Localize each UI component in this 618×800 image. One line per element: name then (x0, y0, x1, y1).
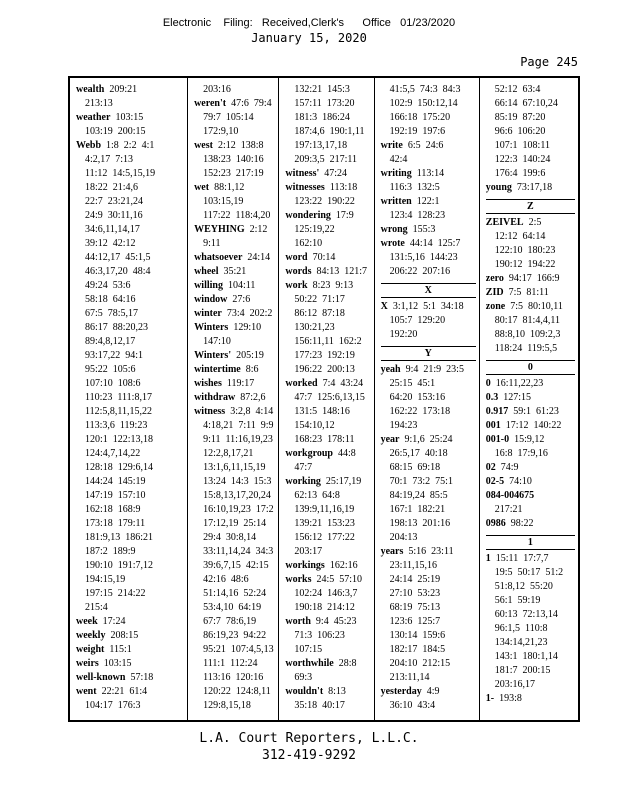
index-entry: witnesses 113:18 (285, 182, 358, 193)
index-entry-continuation: 18:22 21:4,6 (85, 182, 139, 193)
index-entry-continuation: 95:21 107:4,5,13 (203, 644, 274, 655)
index-entry-continuation: 42:16 48:6 (203, 574, 249, 585)
index-entry-continuation: 143:1 180:1,14 (494, 651, 558, 662)
index-entry: withdraw 87:2,6 (194, 392, 266, 403)
index-entry: weather 103:15 (76, 112, 144, 123)
index-entry-continuation: 181:3 186:24 (294, 112, 350, 123)
index-entry-continuation: 203:16 (203, 84, 231, 95)
index-entry: whatsoever 24:14 (194, 252, 271, 263)
index-entry: wet 88:1,12 (194, 182, 245, 193)
index-entry-continuation: 86:17 88:20,23 (85, 322, 149, 333)
index-entry-continuation: 47:7 (294, 462, 313, 473)
index-entry-continuation: 39:6,7,15 42:15 (203, 560, 269, 571)
index-entry: working 25:17,19 (285, 476, 362, 487)
index-entry-continuation: 213:13 (85, 98, 113, 109)
index-entry-continuation: 9:11 11:16,19,23 (203, 434, 273, 445)
index-entry: worthwhile 28:8 (285, 658, 357, 669)
index-entry: weirs 103:15 (76, 658, 132, 669)
index-entry-continuation: 131:5,16 144:23 (389, 252, 458, 263)
index-entry-continuation: 203:16,17 (494, 679, 536, 690)
index-entry-continuation: 111:1 112:24 (203, 658, 258, 669)
index-entry-continuation: 51:8,12 55:20 (494, 581, 553, 592)
index-entry-continuation: 93:17,22 94:1 (85, 350, 144, 361)
index-entry: wishes 119:17 (194, 378, 255, 389)
index-entry-continuation: 122:3 140:24 (494, 154, 551, 165)
index-entry-continuation: 190:10 191:7,12 (85, 560, 154, 571)
index-entry-continuation: 197:15 214:22 (85, 588, 146, 599)
index-entry-continuation: 120:22 124:8,11 (203, 686, 271, 697)
index-entry: worth 9:4 45:23 (285, 616, 357, 627)
index-entry-continuation: 96:1,5 110:8 (494, 623, 548, 634)
index-entry-continuation: 29:4 30:8,14 (203, 532, 257, 543)
index-entry-continuation: 157:11 173:20 (294, 98, 355, 109)
index-entry-continuation: 9:11 (203, 238, 221, 249)
index-column-3 (278, 78, 373, 720)
index-entry-continuation: 209:3,5 217:11 (294, 154, 358, 165)
index-entry-continuation: 17:12,19 25:14 (203, 518, 267, 529)
index-entry-continuation: 187:4,6 190:1,11 (294, 126, 365, 137)
index-entry-continuation: 123:22 190:22 (294, 196, 355, 207)
index-entry-continuation: 51:14,16 52:24 (203, 588, 267, 599)
index-entry-continuation: 13:24 14:3 15:3 (203, 476, 272, 487)
index-entry-continuation: 68:19 75:13 (389, 602, 441, 613)
index-entry: word 70:14 (285, 252, 336, 263)
index-entry-continuation: 192:19 197:6 (389, 126, 446, 137)
index-entry-continuation: 194:15,19 (85, 574, 126, 585)
index-entry-continuation: 110:23 111:8,17 (85, 392, 152, 403)
index-entry-continuation: 130:14 159:6 (389, 630, 446, 641)
index-entry-continuation: 128:18 129:6,14 (85, 462, 154, 473)
index-entry-continuation: 102:9 150:12,14 (389, 98, 458, 109)
index-entry: 02-5 74:10 (485, 476, 532, 487)
index-entry: wealth 209:21 (76, 84, 138, 95)
index-entry: weekly 208:15 (76, 630, 139, 641)
index-entry-continuation: 167:1 182:21 (389, 504, 446, 515)
index-entry-continuation: 190:18 214:12 (294, 602, 355, 613)
index-entry: yeah 9:4 21:9 23:5 (380, 364, 464, 375)
index-entry-continuation: 60:13 72:13,14 (494, 609, 558, 620)
efiling-stamp: Electronic Filing: Received,Clerk's Office 01/23/2020 (162, 17, 456, 29)
index-column-5 (479, 78, 578, 720)
index-entry-continuation: 198:13 201:16 (389, 518, 451, 529)
index-entry-continuation: 46:3,17,20 48:4 (85, 266, 151, 277)
index-entry-continuation: 147:19 157:10 (85, 490, 146, 501)
index-entry-continuation: 134:14,21,23 (494, 637, 548, 648)
index-entry: window 27:6 (194, 294, 251, 305)
index-entry: wondering 17:9 (285, 210, 354, 221)
index-entry-continuation: 22:7 23:21,24 (85, 196, 144, 207)
index-entry-continuation: 147:10 (203, 336, 231, 347)
index-entry: work 8:23 9:13 (285, 280, 354, 291)
index-entry-continuation: 23:11,15,16 (389, 560, 438, 571)
index-entry-continuation: 36:10 43:4 (389, 700, 436, 711)
index-entry-continuation: 103:15,19 (203, 196, 244, 207)
section-header-1: 1 (486, 535, 575, 550)
index-entry: well-known 57:18 (76, 672, 154, 683)
index-entry-continuation: 120:1 122:13,18 (85, 434, 154, 445)
index-entry-continuation: 85:19 87:20 (494, 112, 546, 123)
index-entry-continuation: 69:3 (294, 672, 313, 683)
index-entry-continuation: 118:24 119:5,5 (494, 343, 558, 354)
index-entry-continuation: 166:18 175:20 (389, 112, 451, 123)
index-entry-continuation: 84:19,24 85:5 (389, 490, 448, 501)
section-header-Z: Z (486, 199, 575, 214)
index-entry-continuation: 144:24 145:19 (85, 476, 146, 487)
index-entry-continuation: 182:17 184:5 (389, 644, 446, 655)
index-entry: 0.917 59:1 61:23 (485, 406, 559, 417)
index-entry: witness' 47:24 (285, 168, 348, 179)
index-entry: ZID 7:5 81:11 (485, 287, 549, 298)
index-entry: Webb 1:8 2:2 4:1 (76, 140, 155, 151)
index-entry-continuation: 129:8,15,18 (203, 700, 251, 711)
index-entry: wintertime 8:6 (194, 364, 259, 375)
index-entry: winter 73:4 202:2 (194, 308, 273, 319)
index-entry-continuation: 4:18,21 7:11 9:9 (203, 420, 274, 431)
index-entry-continuation: 154:10,12 (294, 420, 335, 431)
index-entry: 0986 98:22 (485, 518, 534, 529)
index-entry-continuation: 177:23 192:19 (294, 350, 355, 361)
index-entry-continuation: 204:13 (389, 532, 418, 543)
index-entry-continuation: 64:20 153:16 (389, 392, 446, 403)
index-entry-continuation: 132:21 145:3 (294, 84, 350, 95)
index-entry-continuation: 53:4,10 64:19 (203, 602, 262, 613)
index-entry-continuation: 116:3 132:5 (389, 182, 440, 193)
index-entry-continuation: 12:12 64:14 (494, 231, 546, 242)
index-entry-continuation: 16:8 17:9,16 (494, 448, 548, 459)
index-entry-continuation: 44:12,17 45:1,5 (85, 252, 151, 263)
index-entry-continuation: 35:18 40:17 (294, 700, 345, 711)
index-entry: words 84:13 121:7 (285, 266, 368, 277)
index-entry-continuation: 139:9,11,16,19 (294, 504, 355, 515)
index-entry: zone 7:5 80:10,11 (485, 301, 563, 312)
index-entry: yesterday 4:9 (380, 686, 440, 697)
index-entry-continuation: 24:9 30:11,16 (85, 210, 143, 221)
index-entry-continuation: 206:22 207:16 (389, 266, 451, 277)
index-entry-continuation: 67:5 78:5,17 (85, 308, 139, 319)
index-entry-continuation: 190:12 194:22 (494, 259, 556, 270)
index-entry-continuation: 4:2,17 7:13 (85, 154, 134, 165)
index-column-2 (187, 78, 278, 720)
index-entry-continuation: 162:10 (294, 238, 323, 249)
index-entry: witness 3:2,8 4:14 (194, 406, 274, 417)
index-entry: X 3:1,12 5:1 34:18 (380, 301, 464, 312)
index-entry-continuation: 138:23 140:16 (203, 154, 264, 165)
index-entry-continuation: 204:10 212:15 (389, 658, 451, 669)
index-entry: Winters 129:10 (194, 322, 262, 333)
index-entry: wrong 155:3 (380, 224, 436, 235)
index-entry-continuation: 50:22 71:17 (294, 294, 345, 305)
index-entry: writing 113:14 (380, 168, 445, 179)
section-header-X: X (381, 283, 476, 298)
index-entry-continuation: 79:7 105:14 (203, 112, 254, 123)
index-entry: weight 115:1 (76, 644, 132, 655)
index-entry-continuation: 70:1 73:2 75:1 (389, 476, 453, 487)
index-entry: zero 94:17 166:9 (485, 273, 560, 284)
index-entry-continuation: 49:24 53:6 (85, 280, 131, 291)
index-entry-continuation: 39:12 42:12 (85, 238, 136, 249)
index-column-4 (374, 78, 479, 720)
index-entry-continuation: 41:5,5 74:3 84:3 (389, 84, 461, 95)
index-entry-continuation: 192:20 (389, 329, 418, 340)
index-entry: works 24:5 57:10 (285, 574, 363, 585)
index-entry: 1- 193:8 (485, 693, 522, 704)
index-entry-continuation: 124:4,7,14,22 (85, 448, 141, 459)
index-entry-continuation: 12:2,8,17,21 (203, 448, 254, 459)
index-entry: wheel 35:21 (194, 266, 247, 277)
index-entry-continuation: 181:7 200:15 (494, 665, 551, 676)
index-entry-continuation: 162:22 173:18 (389, 406, 451, 417)
index-entry: willing 104:11 (194, 280, 256, 291)
section-header-Y: Y (381, 346, 476, 361)
page-number: Page 245 (520, 55, 578, 69)
index-entry: 02 74:9 (485, 462, 519, 473)
index-entry-continuation: 217:21 (494, 504, 523, 515)
index-entry-continuation: 67:7 78:6,19 (203, 616, 257, 627)
index-entry-continuation: 112:5,8,11,15,22 (85, 406, 153, 417)
index-entry-continuation: 104:17 176:3 (85, 700, 141, 711)
index-entry: 001 17:12 140:22 (485, 420, 562, 431)
index-entry: 0.3 127:15 (485, 392, 532, 403)
index-entry-continuation: 11:12 14:5,15,19 (85, 168, 156, 179)
index-entry-continuation: 156:12 177:22 (294, 532, 355, 543)
index-entry-continuation: 16:10,19,23 17:2 (203, 504, 274, 515)
index-entry-continuation: 52:12 63:4 (494, 84, 541, 95)
index-grid (68, 76, 580, 722)
index-entry-continuation: 139:21 153:23 (294, 518, 355, 529)
index-entry-continuation: 27:10 53:23 (389, 588, 441, 599)
index-entry-continuation: 162:18 168:9 (85, 504, 141, 515)
index-entry-continuation: 113:3,6 119:23 (85, 420, 148, 431)
index-entry: years 5:16 23:11 (380, 546, 454, 557)
index-entry-continuation: 107:15 (294, 644, 323, 655)
index-entry-continuation: 172:9,10 (203, 126, 239, 137)
index-entry: west 2:12 138:8 (194, 140, 264, 151)
index-entry-continuation: 24:14 25:19 (389, 574, 441, 585)
index-entry-continuation: 68:15 69:18 (389, 462, 441, 473)
index-entry-continuation: 95:22 105:6 (85, 364, 136, 375)
index-entry-continuation: 71:3 106:23 (294, 630, 345, 641)
index-entry-continuation: 213:11,14 (389, 672, 430, 683)
index-entry-continuation: 215:4 (85, 602, 108, 613)
index-entry: wrote 44:14 125:7 (380, 238, 461, 249)
index-entry-continuation: 88:8,10 109:2,3 (494, 329, 561, 340)
index-entry-continuation: 173:18 179:11 (85, 518, 146, 529)
index-entry-continuation: 117:22 118:4,20 (203, 210, 271, 221)
index-entry: workgroup 44:8 (285, 448, 356, 459)
index-entry: 1 15:11 17:7,7 (485, 553, 549, 564)
index-entry-continuation: 181:9,13 186:21 (85, 532, 154, 543)
index-entry: worked 7:4 43:24 (285, 378, 364, 389)
index-entry-continuation: 34:6,11,14,17 (85, 224, 140, 235)
index-entry-continuation: 107:1 108:11 (494, 140, 550, 151)
index-entry-continuation: 131:5 148:16 (294, 406, 350, 417)
index-entry: 001-0 15:9,12 (485, 434, 545, 445)
index-entry-continuation: 123:6 125:7 (389, 616, 441, 627)
index-entry-continuation: 156:11,11 162:2 (294, 336, 362, 347)
index-entry-continuation: 113:16 120:16 (203, 672, 264, 683)
index-entry: written 122:1 (380, 196, 440, 207)
index-entry-continuation: 86:12 87:18 (294, 308, 345, 319)
index-entry-continuation: 123:4 128:23 (389, 210, 446, 221)
index-entry-continuation: 15:8,13,17,20,24 (203, 490, 271, 501)
index-entry-continuation: 19:5 50:17 51:2 (494, 567, 564, 578)
index-entry-continuation: 107:10 108:6 (85, 378, 141, 389)
index-entry: went 22:21 61:4 (76, 686, 148, 697)
index-entry-continuation: 203:17 (294, 546, 323, 557)
index-entry-continuation: 196:22 200:13 (294, 364, 355, 375)
index-entry: write 6:5 24:6 (380, 140, 444, 151)
index-entry: workings 162:16 (285, 560, 358, 571)
index-entry-continuation: 168:23 178:11 (294, 434, 355, 445)
index-entry: year 9:1,6 25:24 (380, 434, 453, 445)
index-entry-continuation: 80:17 81:4,4,11 (494, 315, 560, 326)
index-entry-continuation: 25:15 45:1 (389, 378, 436, 389)
index-entry-continuation: 89:4,8,12,17 (85, 336, 136, 347)
index-column-1 (70, 78, 187, 720)
index-entry-continuation: 26:5,17 40:18 (389, 448, 448, 459)
index-entry-continuation: 66:14 67:10,24 (494, 98, 558, 109)
index-entry: 0 16:11,22,23 (485, 378, 544, 389)
index-entry-continuation: 42:4 (389, 154, 408, 165)
index-entry-continuation: 58:18 64:16 (85, 294, 136, 305)
index-entry-continuation: 194:23 (389, 420, 418, 431)
index-entry: weren't 47:6 79:4 (194, 98, 272, 109)
index-entry-continuation: 103:19 200:15 (85, 126, 146, 137)
index-entry-continuation: 62:13 64:8 (294, 490, 340, 501)
index-entry: ZEIVEL 2:5 (485, 217, 542, 228)
index-entry: young 73:17,18 (485, 182, 553, 193)
index-entry-continuation: 197:13,17,18 (294, 140, 348, 151)
reporter-phone: 312-419-9292 (262, 748, 356, 763)
index-entry: WEYHING 2:12 (194, 224, 268, 235)
index-entry-continuation: 96:6 106:20 (494, 126, 546, 137)
index-entry-continuation: 33:11,14,24 34:3 (203, 546, 274, 557)
index-entry-continuation: 122:10 180:23 (494, 245, 556, 256)
index-entry-continuation: 125:19,22 (294, 224, 335, 235)
index-entry-continuation: 102:24 146:3,7 (294, 588, 358, 599)
index-entry: week 17:24 (76, 616, 126, 627)
index-entry-continuation: 176:4 199:6 (494, 168, 546, 179)
index-entry-continuation: 105:7 129:20 (389, 315, 446, 326)
index-entry-continuation: 130:21,23 (294, 322, 335, 333)
index-entry: wouldn't 8:13 (285, 686, 346, 697)
index-entry-continuation: 152:23 217:19 (203, 168, 264, 179)
index-entry-continuation: 86:19,23 94:22 (203, 630, 267, 641)
index-entry: 084-004675 (485, 490, 535, 501)
section-header-0: 0 (486, 360, 575, 375)
index-entry: Winters' 205:19 (194, 350, 264, 361)
index-entry-continuation: 13:1,6,11,15,19 (203, 462, 266, 473)
hearing-date: January 15, 2020 (251, 31, 367, 45)
index-entry-continuation: 187:2 189:9 (85, 546, 136, 557)
index-entry-continuation: 56:1 59:19 (494, 595, 541, 606)
reporter-company: L.A. Court Reporters, L.L.C. (199, 731, 419, 746)
index-entry-continuation: 47:7 125:6,13,15 (294, 392, 365, 403)
